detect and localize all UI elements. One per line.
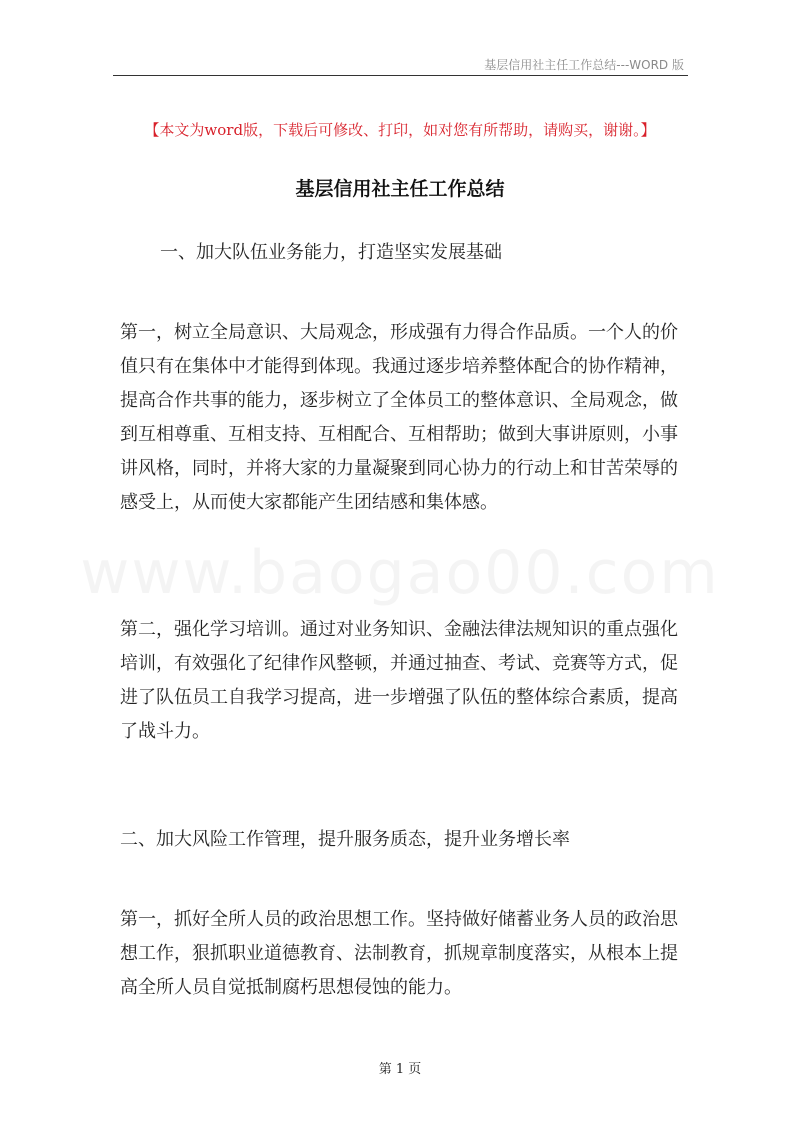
section-1-heading: 一、加大队伍业务能力，打造坚实发展基础 <box>160 242 502 263</box>
document-title: 基层信用社主任工作总结 <box>295 178 505 200</box>
paragraph-3: 第一，抓好全所人员的政治思想工作。坚持做好储蓄业务人员的政治思想工作，狠抓职业道德教育、法制教育，抓规章制度落实，从根本上提高全所人员自觉抵制腐朽思想侵蚀的能力。 <box>120 909 678 998</box>
page-number: 第 1 页 <box>378 1062 422 1077</box>
paragraph-2: 第二，强化学习培训。通过对业务知识、金融法律法规知识的重点强化培训，有效强化了纪律作风整顿，并通过抽查、考试、竞赛等方式，促进了队伍员工自我学习提高，进一步增强了队伍的整体综合素质，提高了战斗力。 <box>120 619 678 742</box>
paragraph-1: 第一，树立全局意识、大局观念，形成强有力得合作品质。一个人的价值只有在集体中才能得到体现。我通过逐步培养整体配合的协作精神，提高合作共事的能力，逐步树立了全体员工的整体意识、全局观念，做到互相尊重、互相支持、互相配合、互相帮助；做到大事讲原则，小事讲风格，同时，并将大家的力量凝聚到同心协力的行动上和甘苦荣辱的感受上，从而使大家都能产生团结感和集体感。 <box>120 322 678 513</box>
header-divider <box>113 75 688 76</box>
section-2-heading: 二、加大风险工作管理，提升服务质态，提升业务增长率 <box>120 829 570 850</box>
running-header: 基层信用社主任工作总结---WORD 版 <box>484 58 684 72</box>
watermark <box>0 538 800 608</box>
purchase-notice: 【本文为word版，下载后可修改、打印，如对您有所帮助，请购买，谢谢。】 <box>144 121 656 139</box>
